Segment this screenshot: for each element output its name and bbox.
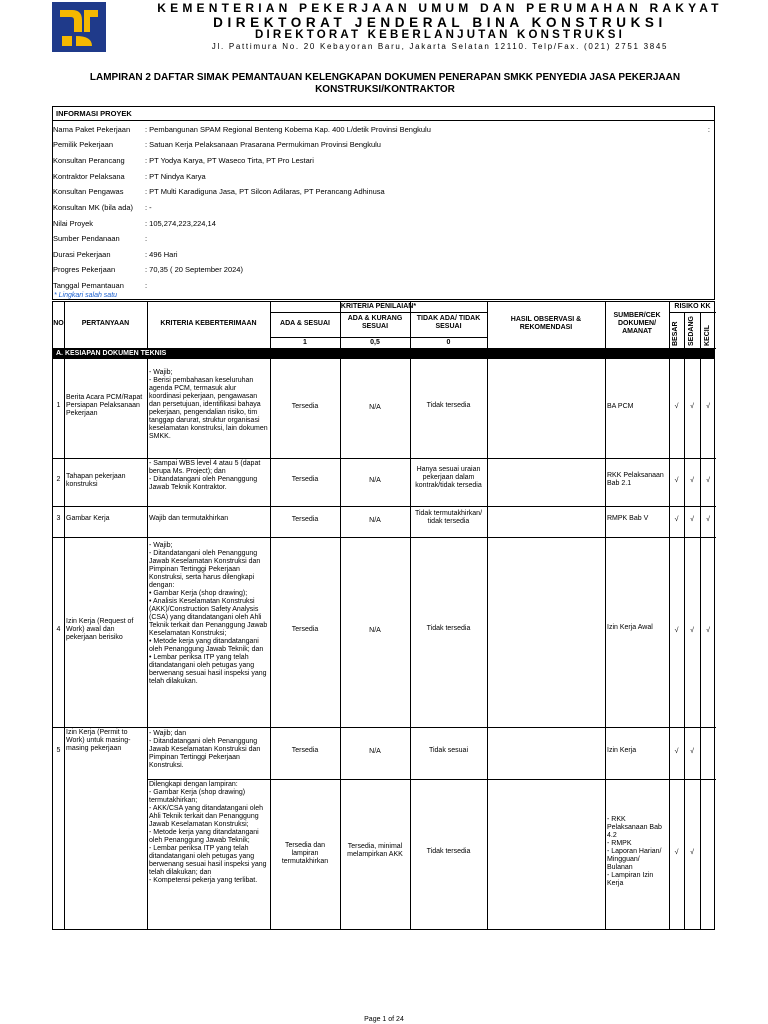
cell-kurang: N/A [369, 403, 381, 411]
score-tidak-ada: 0 [446, 339, 451, 346]
cell-pertanyaan: Izin Kerja (Permit to Work) untuk masing-masing pekerjaan [66, 729, 131, 752]
cell-ada: Tersedia dan lampiran termutakhirkan [281, 842, 329, 866]
cell-no: 1 [56, 402, 61, 410]
col-kriteria: KRITERIA KEBERTERIMAAN [160, 320, 257, 327]
info-value: : PT Yodya Karya, PT Waseco Tirta, PT Pro Lestari [145, 156, 314, 165]
col-no: NO [53, 320, 64, 327]
cell-pertanyaan: Izin Kerja (Request of Work) awal dan pekerjaan berisiko [66, 617, 134, 641]
cell-sedang: √ [690, 403, 694, 411]
cell-kurang: N/A [369, 748, 381, 756]
cell-sedang: √ [690, 626, 694, 634]
score-ada-kurang: 0,5 [370, 339, 380, 346]
col-sedang: SEDANG [688, 316, 695, 346]
info-label: Nilai Proyek [53, 219, 94, 228]
cell-pertanyaan: Tahapan pekerjaan konstruksi [66, 472, 126, 488]
page-number: Page 1 of 24 [364, 1016, 404, 1023]
cell-sumber: - RKK Pelaksanaan Bab 4.2 - RMPK - Laporan Harian/ Mingguan/ Bulanan - Lampiran Izin Kerja [607, 816, 662, 888]
cell-ada: Tersedia [291, 626, 319, 634]
cell-tidak: Tidak sesuai [428, 746, 469, 754]
info-value: : Satuan Kerja Pelaksanaan Prasarana Permukiman Provinsi Bengkulu [145, 140, 381, 149]
cell-kurang: N/A [369, 477, 381, 485]
cell-kriteria: - Sampai WBS level 4 atau 5 (dapat berupa Ms. Project); dan - Ditandatangani oleh Penanggung Jawab Teknik Kontraktor. [149, 460, 261, 491]
cell-sumber: RKK Pelaksanaan Bab 2.1 [607, 472, 664, 488]
col-pertanyaan: PERTANYAAN [81, 320, 130, 327]
cell-no: 2 [56, 475, 61, 483]
cell-sedang: √ [690, 476, 694, 484]
cell-sumber: RMPK Bab V [607, 515, 649, 523]
col-kecil: KECIL [704, 325, 711, 346]
col-tidak-ada: TIDAK ADA/ TIDAK SESUAI [416, 315, 481, 330]
info-label: Nama Paket Pekerjaan [53, 125, 131, 134]
info-label: Konsultan Perancang [53, 156, 125, 165]
cell-kecil: √ [706, 403, 710, 411]
cell-kriteria: - Wajib; dan - Ditandatangani oleh Penanggung Jawab Keselamatan Konstruksi dan Pimpinan Tertinggi Pekerjaan Konstruksi. [149, 730, 261, 770]
info-value: : 105,274,223,224,14 [145, 219, 216, 228]
col-risiko: RISIKO KK [674, 303, 711, 310]
info-value: : [145, 281, 148, 290]
info-label: Tanggal Pemantauan [53, 281, 124, 290]
document-title: LAMPIRAN 2 DAFTAR SIMAK PEMANTAUAN KELENGKAPAN DOKUMEN PENERAPAN SMKK PENYEDIA JASA PEKERJAAN KONSTRUKSI/KONTRAKTOR [89, 72, 681, 95]
cell-besar: √ [674, 516, 679, 524]
cell-besar: √ [674, 747, 679, 755]
cell-ada: Tersedia [291, 747, 319, 755]
cell-no: 5 [56, 746, 61, 754]
col-ada-kurang: ADA & KURANG SESUAI [347, 315, 403, 330]
cell-sumber: Izin Kerja [607, 746, 637, 754]
cell-kecil: √ [706, 626, 710, 634]
cell-sumber: Izin Kerja Awal [607, 624, 653, 632]
cell-sedang: √ [690, 516, 694, 524]
cell-sedang: √ [690, 747, 694, 755]
cell-kriteria: Wajib dan termutakhirkan [149, 514, 229, 522]
cell-kecil: √ [706, 476, 710, 484]
project-info-box [52, 106, 715, 300]
info-value: : Pembangunan SPAM Regional Benteng Kobema Kap. 400 L/detik Provinsi Bengkulu [145, 125, 431, 134]
cell-pertanyaan: Gambar Kerja [66, 515, 110, 523]
cell-tidak: Tidak tersedia [426, 847, 471, 855]
info-label: Kontraktor Pelaksana [53, 172, 125, 181]
cell-tidak: Tidak termutakhirkan/ tidak tersedia [414, 510, 483, 526]
cell-no: 3 [56, 515, 61, 523]
funding-note: * Lingkari salah satu [54, 292, 118, 299]
cell-tidak: Tidak tersedia [426, 625, 471, 633]
info-label: Pemilik Pekerjaan [53, 140, 114, 149]
info-value: : PT Nindya Karya [145, 172, 206, 181]
header-address: Jl. Pattimura No. 20 Kebayoran Baru, Jakarta Selatan 12110. Telp/Fax. (021) 2751 3845 [211, 42, 669, 51]
cell-ada: Tersedia [291, 402, 319, 410]
pupr-logo [52, 2, 106, 52]
cell-besar: √ [674, 403, 679, 411]
checklist-table [52, 301, 715, 930]
col-hasil: HASIL OBSERVASI & REKOMENDASI [510, 316, 582, 331]
cell-kurang: N/A [369, 516, 381, 524]
info-label: Progres Pekerjaan [53, 265, 116, 274]
cell-kurang: Tersedia, minimal melampirkan AKK [347, 843, 403, 859]
cell-ada: Tersedia [291, 476, 319, 484]
cell-besar: √ [674, 849, 679, 857]
cell-no: 4 [56, 625, 61, 633]
project-info-heading: INFORMASI PROYEK [53, 107, 714, 121]
info-value: : - [145, 203, 152, 212]
info-label: Sumber Pendanaan [53, 234, 120, 243]
cell-kriteria: Dilengkapi dengan lampiran: - Gambar Kerja (shop drawing) termutakhirkan; - AKK/CSA yang ditandatangani oleh Ahli Teknik terkait dan Penanggung Jawab Keselamatan Konstruksi; - Metode kerja yang ditandatangani oleh Penanggung Jawab Teknik; - Lembar periksa ITP yang telah ditandatangani oleh petugas yang berwenang sesuai hasil inspeksi yang telah dilakukan; dan - Kompetensi pekerja yang terlibat. [149, 781, 267, 885]
info-label: Durasi Pekerjaan [53, 250, 111, 259]
cell-tidak: Tidak tersedia [426, 401, 471, 409]
trailing-colon: : [707, 125, 710, 134]
cell-pertanyaan: Berita Acara PCM/Rapat Persiapan Pelaksanaan Pekerjaan [66, 394, 143, 418]
info-value: : 70,35 ( 20 September 2024) [145, 265, 243, 274]
header-directorate-general: DIREKTORAT JENDERAL BINA KONSTRUKSI [213, 15, 667, 30]
cell-tidak: Hanya sesuai uraian pekerjaan dalam kontrak/tidak tersedia [415, 466, 482, 490]
cell-besar: √ [674, 476, 679, 484]
info-value: : PT Multi Karadiguna Jasa, PT Silcon Adilaras, PT Perancang Adhinusa [145, 187, 385, 196]
info-label: Konsultan Pengawas [53, 187, 124, 196]
col-besar: BESAR [672, 321, 679, 346]
cell-sedang: √ [690, 849, 694, 857]
section-a-heading: A. KESIAPAN DOKUMEN TEKNIS [53, 349, 714, 359]
cell-kriteria: - Wajib; - Berisi pembahasan keseluruhan agenda PCM, termasuk alur koordinasi pekerjaan, pengawasan dan persetujuan, identifikasi bahaya pekerjaan, pengendalian risiko, tim tanggap darurat, struktur organisasi keselamatan konstruksi, lain dokumen SMKK. [149, 369, 268, 441]
header-directorate: DIREKTORAT KEBERLANJUTAN KONSTRUKSI [254, 29, 626, 41]
cell-besar: √ [674, 626, 679, 634]
cell-kecil: √ [706, 516, 710, 524]
cell-kurang: N/A [369, 627, 381, 635]
info-value: : 496 Hari [145, 250, 178, 259]
header-ministry: KEMENTERIAN PEKERJAAN UMUM DAN PERUMAHAN RAKYAT [157, 1, 723, 15]
cell-ada: Tersedia [291, 515, 319, 523]
info-label: Konsultan MK (bila ada) [53, 203, 134, 212]
cell-sumber: BA PCM [607, 403, 634, 411]
col-ada-sesuai: ADA & SESUAI [280, 320, 330, 327]
score-ada-sesuai: 1 [303, 339, 307, 346]
col-sumber: SUMBER/CEK DOKUMEN/ AMANAT [613, 312, 661, 335]
info-value: : [145, 234, 148, 243]
cell-kriteria: - Wajib; - Ditandatangani oleh Penanggung Jawab Keselamatan Konstruksi dan Pimpinan Tertinggi Pekerjaan Konstruksi, serta harus dilengkapi dengan: • Gambar Kerja (shop drawing); • Analisis Keselamatan Konstruksi (AKK)/Construction Safety Analysis (CSA) yang ditandatangani oleh Ahli Teknik terkait dan Penanggung Jawab Keselamatan Konstruksi; • Metode kerja yang ditandatangani oleh Penanggung Jawab Teknik; dan • Lembar periksa ITP yang telah ditandatangani oleh petugas yang berwenang sesuai hasil inspeksi yang telah dilakukan. [149, 542, 268, 686]
col-kriteria-penilaian: KRITERIA PENILAIAN* [340, 303, 417, 310]
